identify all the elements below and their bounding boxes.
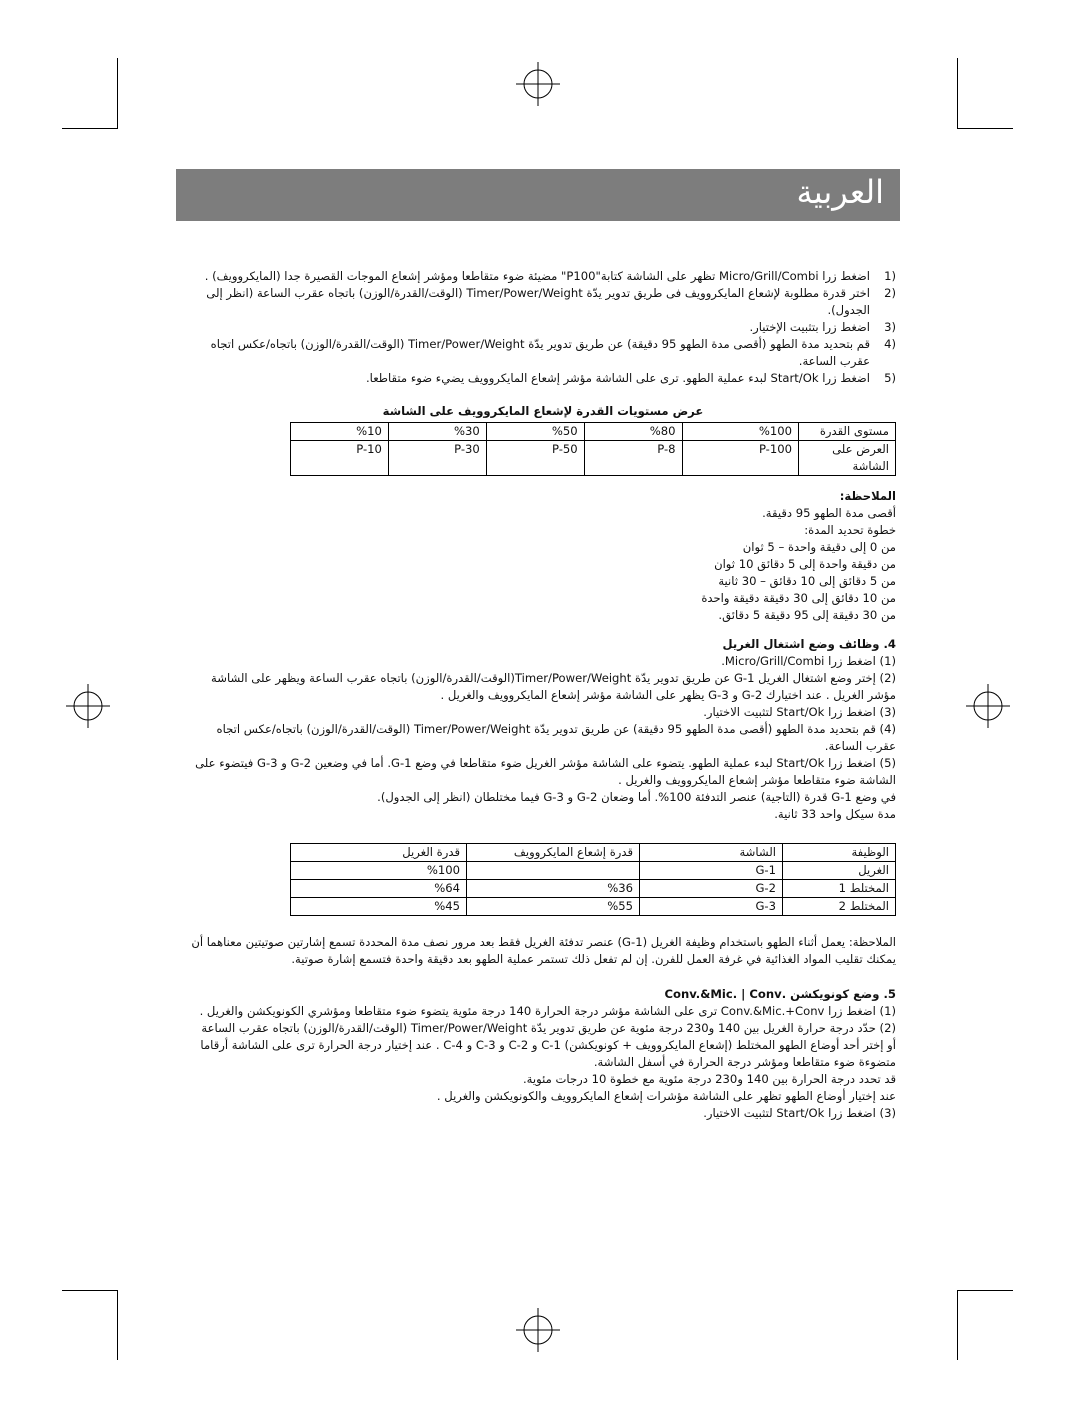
conv-line: (3) اضغط زرا Start/Ok لتثبيت الاختيار.: [703, 1106, 896, 1120]
table-cell: G-1: [640, 862, 783, 880]
table-row: [291, 880, 896, 898]
table-cell: قدرة الغريل: [291, 844, 467, 862]
table-cell: P-10: [291, 441, 389, 476]
registration-mark-icon: [516, 62, 560, 106]
crop-mark: [957, 1290, 958, 1360]
step-number: (1: [884, 269, 896, 283]
registration-mark-icon: [516, 1308, 560, 1352]
table-row: [291, 862, 896, 880]
step-number: (5: [884, 371, 896, 385]
crop-mark: [117, 58, 118, 128]
table-row: [291, 844, 896, 862]
table-cell: %100: [682, 423, 798, 441]
grill-line: (1) اضغط زرا Micro/Grill/Combi.: [721, 654, 896, 668]
note-line: من 0 إلى دقيقة واحدة – 5 ثوان: [742, 540, 896, 554]
section-title: 5. وضع كونويكشن .Conv.&Mic. | Conv: [664, 987, 896, 1001]
notes-title: الملاحظة:: [839, 489, 896, 503]
table-cell: %10: [291, 423, 389, 441]
table-row: [291, 423, 896, 441]
table-cell: G-2: [640, 880, 783, 898]
table-cell: %80: [584, 423, 682, 441]
registration-mark-icon: [66, 684, 110, 728]
grill-line: (4) قم بتحديد مدة الطهو (أقصى مدة الطهو 95 دقيقة) عن طريق تدوير يدّة Timer/Power/Weight (الوقت/القدرة/الوزن) باتجاه/عكس اتجاه عقرب الساعة.: [216, 722, 896, 753]
table-row: [291, 898, 896, 916]
list-item: [190, 268, 896, 285]
grill-modes-table: [290, 843, 896, 916]
table-cell: %30: [388, 423, 486, 441]
table-cell: [467, 862, 640, 880]
step-number: (3: [884, 320, 896, 334]
document-body: [190, 268, 896, 1122]
step-number: (2: [884, 286, 896, 300]
conv-line: (1) اضغط زرا Conv.&Mic.+Conv ترى على الشاشة مؤشر درجة الحرارة 140 درجة مئوية يتضوء ضوء متقاطعا ومؤشري الكونويكشن والغريل .: [199, 1004, 896, 1018]
power-levels-table: [290, 422, 896, 476]
table-cell: قدرة إشعاع المايكروويف: [467, 844, 640, 862]
convection-section: [190, 986, 896, 1122]
step-text: اختر قدرة مطلوبة لإشعاع المايكروويف فى طريق تدوير يدّة Timer/Power/Weight (الوقت/القدرة/الوزن) باتجاه عقرب الساعة (انظر إلى الجدول).: [206, 286, 870, 317]
table-cell: %55: [467, 898, 640, 916]
table-cell: P-100: [682, 441, 798, 476]
crop-mark: [957, 128, 1013, 129]
list-item: [190, 370, 896, 387]
note-line: من دقيقة واحدة إلى 5 دقائق 10 ثوان: [714, 557, 896, 571]
section-title: 4. وظائف وضع اشتغال الغريل: [722, 637, 896, 651]
grill-section: [190, 636, 896, 823]
microwave-steps: [190, 268, 896, 387]
table-cell: %45: [291, 898, 467, 916]
grill-line: مدة سيكل واحد 33 ثانية.: [774, 807, 896, 821]
table-cell: المختلط 2: [783, 898, 896, 916]
note-line: خطوة تحديد المدة:: [804, 523, 896, 537]
conv-line: عند إختيار أوضاع الطهو تظهر على الشاشة مؤشرات إشعاع المايكروويف والكونويكشن والغريل .: [436, 1089, 896, 1103]
note-line: من 10 دقائق إلى 30 دقيقة دقيقة واحدة: [701, 591, 896, 605]
step-number: (4: [884, 337, 896, 351]
table-cell: P-50: [486, 441, 584, 476]
table-cell: الوظيفة: [783, 844, 896, 862]
table-cell: %100: [291, 862, 467, 880]
conv-line: (2) حدّد درجة حرارة الغريل بين 140 و230 درجة مئوية عن طريق تدوير يدّة Timer/Power/Weight (الوقت/القدرة/الوزن) باتجاه عقرب الساعة أو إختر أحد أوضاع الطهو المختلط (إشعاع المايكروويف + كونويكشن) C-1 و C-2 و C-3 و C-4 . عند إختيار درجة الحرارة ترى على الشاشة أرقاما متضوءة ضوء متقاطعا ومؤشر درجة الحرارة في أسفل الشاشة.: [200, 1021, 896, 1069]
table-cell: %50: [486, 423, 584, 441]
table-row: [291, 441, 896, 476]
table-cell: الشاشة: [640, 844, 783, 862]
table-caption: عرض مستويات القدرة لإشعاع المايكروويف على الشاشة: [382, 404, 704, 418]
list-item: [190, 285, 896, 319]
crop-mark: [62, 128, 118, 129]
step-text: اضغط زرا Micro/Grill/Combi تظهر على الشاشة كتابة"P100" مضيئة ضوء متقاطعا ومؤشر إشعاع الموجات القصيرة جدا (المايكروويف) .: [204, 269, 870, 283]
grill-line: (3) اضغط زرا Start/Ok لتثبيت الاختيار.: [703, 705, 896, 719]
table-cell: الغريل: [783, 862, 896, 880]
step-text: اضغط زرا Start/Ok لبدء عملية الطهو. ترى على الشاشة مؤشر إشعاع المايكروويف يضيء ضوء متقاطعا.: [365, 371, 870, 385]
grill-line: (5) اضغط زرا Start/Ok لبدء عملية الطهو. يتضوء على الشاشة مؤشر الغريل ضوء متقاطعا في وضع G-1. أما في وضعين G-2 و G-3 فيتضوء على الشاشة ضوء متقاطعا مؤشر إشعاع المايكروويف والغريل .: [195, 756, 896, 787]
crop-mark: [957, 58, 958, 128]
table-cell: المختلط 1: [783, 880, 896, 898]
table-cell: %36: [467, 880, 640, 898]
crop-mark: [117, 1290, 118, 1360]
table-cell: %64: [291, 880, 467, 898]
note-line: من 30 دقيقة إلى 95 دقيقة 5 دقائق.: [718, 608, 896, 622]
note-line: من 5 دقائق إلى 10 دقائق – 30 ثانية: [718, 574, 896, 588]
list-item: [190, 336, 896, 370]
grill-line: (2) إختر وضع اشتغال الغريل G-1 عن طريق تدوير يدّة Timer/Power/Weight(الوقت/القدرة/الوزن) باتجاه عقرب الساعة ويظهر على الشاشة مؤشر الغريل . عند اختيارك G-2 و G-3 يظهر على الشاشة مؤشر إشعاع المايكروويف والغريل .: [211, 671, 896, 702]
note-line: أقصى مدة الطهو 95 دقيقة.: [762, 506, 896, 520]
crop-mark: [957, 1290, 1013, 1291]
table-cell: P-8: [584, 441, 682, 476]
grill-note: الملاحظة: يعمل أثناء الطهو باستخدام وظيفة الغريل (G-1) عنصر تدفئة الغريل فقط بعد مرور نصف مدة المحددة تسمع إشارتين صوتيتين معناهما أن يمكنك تقليب المواد الغذائية في غرفة العمل للفرن. إن لم تفعل ذلك تستمر عملية الطهو بعد دقيقة واحدة فتسمع إشارة صوتية.: [191, 935, 896, 966]
page-title: العربية: [796, 173, 884, 211]
table-cell: مستوى القدرة: [799, 423, 896, 441]
table-cell: G-3: [640, 898, 783, 916]
table-cell: العرض على الشاشة: [799, 441, 896, 476]
list-item: [190, 319, 896, 336]
conv-line: قد تحدد درجة الحرارة بين 140 و230 درجة مئوية مع خطوة 10 درجات مئوية.: [522, 1072, 896, 1086]
grill-line: في وضع G-1 قدرة (التاجية) عنصر التدفئة 100%. أما وضعان G-2 و G-3 فيما مختلطان (انظر إلى الجدول).: [377, 790, 896, 804]
step-text: قم بتحديد مدة الطهو (أقصى مدة الطهو 95 دقيقة) عن طريق تدوير يدّة Timer/Power/Weight (الوقت/القدرة/الوزن) باتجاه/عكس اتجاه عقرب الساعة.: [210, 337, 870, 368]
registration-mark-icon: [966, 684, 1010, 728]
language-header: [176, 169, 900, 221]
step-text: اضغط زرا بتثبيت الإختيار.: [749, 320, 870, 334]
notes-block: [190, 488, 896, 624]
crop-mark: [62, 1290, 118, 1291]
table-cell: P-30: [388, 441, 486, 476]
